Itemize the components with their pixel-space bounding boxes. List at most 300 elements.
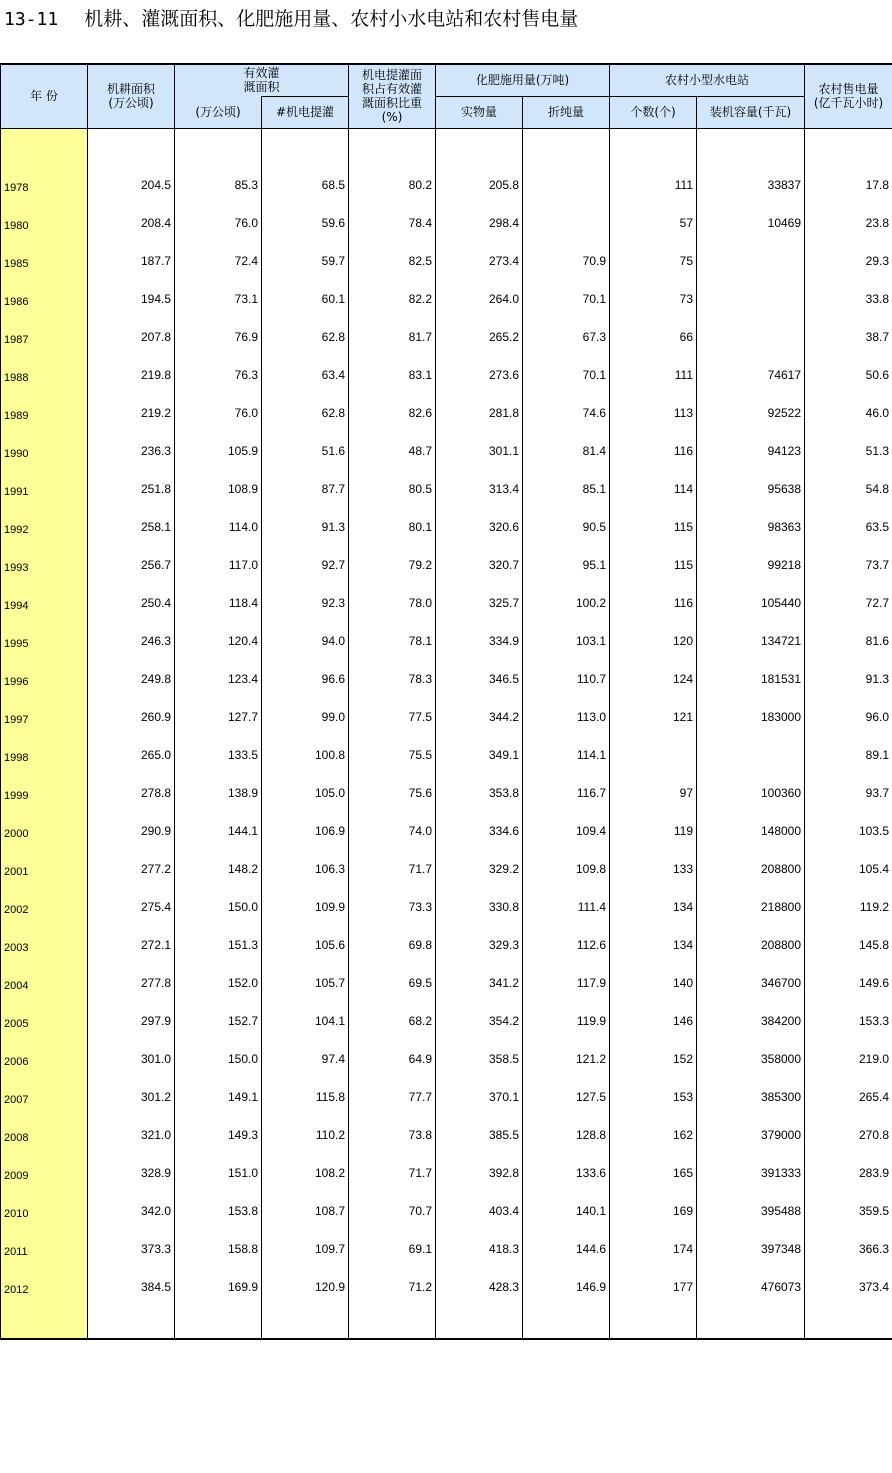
header-fert-pure: 折纯量 <box>523 96 610 128</box>
cell-mech: 219.2 <box>88 394 175 432</box>
cell-fert-pure: 133.6 <box>523 1154 610 1192</box>
cell-fert-actual: 385.5 <box>436 1116 523 1154</box>
cell-mech: 236.3 <box>88 432 175 470</box>
cell-ratio: 71.7 <box>349 1154 436 1192</box>
cell-mech: 249.8 <box>88 660 175 698</box>
cell-mech: 275.4 <box>88 888 175 926</box>
cell-fert-pure: 113.0 <box>523 698 610 736</box>
cell-elec: 51.3 <box>805 432 892 470</box>
cell-fert-pure: 109.4 <box>523 812 610 850</box>
cell-elec: 283.9 <box>805 1154 892 1192</box>
year-cell: 2005 <box>1 1002 88 1040</box>
cell-fert-actual: 329.3 <box>436 926 523 964</box>
cell-hydro-count <box>610 736 697 774</box>
table-row <box>1 1040 892 1078</box>
cell-hydro-count: 75 <box>610 242 697 280</box>
cell-fert-actual: 334.9 <box>436 622 523 660</box>
cell-mech: 207.8 <box>88 318 175 356</box>
cell-mech: 187.7 <box>88 242 175 280</box>
cell-irrig: 151.0 <box>175 1154 262 1192</box>
cell-ratio: 83.1 <box>349 356 436 394</box>
cell-ratio: 80.5 <box>349 470 436 508</box>
cell-fert-actual: 354.2 <box>436 1002 523 1040</box>
cell-fert-pure: 95.1 <box>523 546 610 584</box>
cell-mech: 301.2 <box>88 1078 175 1116</box>
cell-ratio: 71.2 <box>349 1268 436 1306</box>
cell-hydro-capacity: 476073 <box>697 1268 805 1306</box>
cell-fert-actual: 392.8 <box>436 1154 523 1192</box>
cell-mech: 219.8 <box>88 356 175 394</box>
cell-irrig: 76.9 <box>175 318 262 356</box>
cell-irrig: 138.9 <box>175 774 262 812</box>
cell-hydro-count: 133 <box>610 850 697 888</box>
table-row <box>1 204 892 242</box>
cell-irrig-mech: 68.5 <box>262 166 349 204</box>
year-cell: 2003 <box>1 926 88 964</box>
cell-irrig-mech: 97.4 <box>262 1040 349 1078</box>
cell-hydro-capacity: 148000 <box>697 812 805 850</box>
cell-fert-pure <box>523 204 610 242</box>
cell-fert-pure: 110.7 <box>523 660 610 698</box>
cell-fert-pure: 67.3 <box>523 318 610 356</box>
cell-mech: 342.0 <box>88 1192 175 1230</box>
cell-irrig: 133.5 <box>175 736 262 774</box>
cell-fert-actual: 265.2 <box>436 318 523 356</box>
cell-fert-actual: 349.1 <box>436 736 523 774</box>
table-row <box>1 242 892 280</box>
header-year: 年 份 <box>1 64 88 128</box>
cell-hydro-count: 177 <box>610 1268 697 1306</box>
cell-hydro-capacity: 218800 <box>697 888 805 926</box>
cell-fert-actual: 281.8 <box>436 394 523 432</box>
cell-ratio: 75.5 <box>349 736 436 774</box>
cell-mech: 258.1 <box>88 508 175 546</box>
cell-elec: 72.7 <box>805 584 892 622</box>
cell-hydro-count: 111 <box>610 356 697 394</box>
cell-elec: 29.3 <box>805 242 892 280</box>
header-mech-area: 机耕面积 (万公顷) <box>88 64 175 128</box>
cell-hydro-capacity: 99218 <box>697 546 805 584</box>
cell-fert-actual: 298.4 <box>436 204 523 242</box>
cell-mech: 204.5 <box>88 166 175 204</box>
cell-fert-pure: 103.1 <box>523 622 610 660</box>
cell-hydro-capacity: 397348 <box>697 1230 805 1268</box>
year-cell: 2004 <box>1 964 88 1002</box>
header-electricity: 农村售电量 (亿千瓦小时) <box>805 64 892 128</box>
cell-mech: 328.9 <box>88 1154 175 1192</box>
year-cell: 2002 <box>1 888 88 926</box>
table-row <box>1 812 892 850</box>
cell-hydro-capacity: 134721 <box>697 622 805 660</box>
cell-hydro-count: 111 <box>610 166 697 204</box>
cell-hydro-count: 115 <box>610 546 697 584</box>
cell-hydro-capacity: 181531 <box>697 660 805 698</box>
cell-fert-pure: 127.5 <box>523 1078 610 1116</box>
table-row <box>1 1192 892 1230</box>
cell-mech: 384.5 <box>88 1268 175 1306</box>
table-row <box>1 546 892 584</box>
table-row <box>1 926 892 964</box>
cell-irrig: 105.9 <box>175 432 262 470</box>
cell-ratio: 78.3 <box>349 660 436 698</box>
cell-ratio: 78.1 <box>349 622 436 660</box>
cell-irrig: 152.7 <box>175 1002 262 1040</box>
year-cell: 2008 <box>1 1116 88 1154</box>
cell-elec: 38.7 <box>805 318 892 356</box>
year-cell: 2007 <box>1 1078 88 1116</box>
cell-irrig: 127.7 <box>175 698 262 736</box>
cell-hydro-count: 134 <box>610 888 697 926</box>
header-irrigation-unit: (万公顷) <box>175 96 262 128</box>
header-fert-actual: 实物量 <box>436 96 523 128</box>
cell-irrig-mech: 99.0 <box>262 698 349 736</box>
cell-fert-pure: 119.9 <box>523 1002 610 1040</box>
cell-irrig: 148.2 <box>175 850 262 888</box>
table-row <box>1 736 892 774</box>
cell-irrig: 117.0 <box>175 546 262 584</box>
cell-fert-pure: 70.1 <box>523 356 610 394</box>
cell-fert-pure: 144.6 <box>523 1230 610 1268</box>
cell-hydro-capacity: 10469 <box>697 204 805 242</box>
cell-elec: 149.6 <box>805 964 892 1002</box>
cell-fert-actual: 358.5 <box>436 1040 523 1078</box>
table-row <box>1 318 892 356</box>
year-cell: 1991 <box>1 470 88 508</box>
cell-elec: 119.2 <box>805 888 892 926</box>
cell-elec: 89.1 <box>805 736 892 774</box>
cell-elec: 219.0 <box>805 1040 892 1078</box>
cell-hydro-capacity <box>697 736 805 774</box>
cell-hydro-capacity: 94123 <box>697 432 805 470</box>
cell-hydro-count: 116 <box>610 584 697 622</box>
cell-elec: 270.8 <box>805 1116 892 1154</box>
cell-irrig: 76.0 <box>175 394 262 432</box>
table-title: 机耕、灌溉面积、化肥施用量、农村小水电站和农村售电量 <box>84 8 579 30</box>
table-row <box>1 508 892 546</box>
cell-ratio: 82.5 <box>349 242 436 280</box>
cell-irrig-mech: 59.7 <box>262 242 349 280</box>
cell-irrig-mech: 106.3 <box>262 850 349 888</box>
cell-hydro-count: 152 <box>610 1040 697 1078</box>
cell-fert-pure: 109.8 <box>523 850 610 888</box>
cell-hydro-count: 113 <box>610 394 697 432</box>
cell-hydro-count: 162 <box>610 1116 697 1154</box>
cell-irrig-mech: 120.9 <box>262 1268 349 1306</box>
cell-hydro-capacity <box>697 242 805 280</box>
cell-mech: 277.2 <box>88 850 175 888</box>
year-cell: 1994 <box>1 584 88 622</box>
cell-fert-actual: 325.7 <box>436 584 523 622</box>
cell-irrig: 85.3 <box>175 166 262 204</box>
cell-ratio: 77.5 <box>349 698 436 736</box>
cell-fert-pure: 70.1 <box>523 280 610 318</box>
cell-hydro-capacity: 92522 <box>697 394 805 432</box>
header-irrigation: 有效灌 溉面积 <box>175 64 349 96</box>
cell-fert-actual: 205.8 <box>436 166 523 204</box>
cell-hydro-count: 120 <box>610 622 697 660</box>
cell-hydro-count: 146 <box>610 1002 697 1040</box>
cell-hydro-count: 169 <box>610 1192 697 1230</box>
year-cell: 1987 <box>1 318 88 356</box>
cell-elec: 93.7 <box>805 774 892 812</box>
table-row <box>1 356 892 394</box>
cell-mech: 250.4 <box>88 584 175 622</box>
header-hydro: 农村小型水电站 <box>610 64 805 96</box>
table-row <box>1 1230 892 1268</box>
cell-hydro-count: 174 <box>610 1230 697 1268</box>
page-title <box>4 6 884 33</box>
table-row <box>1 470 892 508</box>
cell-mech: 208.4 <box>88 204 175 242</box>
table-number: 13-11 <box>4 9 59 30</box>
cell-elec: 103.5 <box>805 812 892 850</box>
cell-hydro-count: 116 <box>610 432 697 470</box>
table-row <box>1 432 892 470</box>
cell-mech: 256.7 <box>88 546 175 584</box>
cell-mech: 246.3 <box>88 622 175 660</box>
year-cell: 1989 <box>1 394 88 432</box>
cell-mech: 272.1 <box>88 926 175 964</box>
cell-hydro-capacity: 74617 <box>697 356 805 394</box>
cell-fert-actual: 264.0 <box>436 280 523 318</box>
year-cell: 2001 <box>1 850 88 888</box>
cell-hydro-capacity: 183000 <box>697 698 805 736</box>
cell-hydro-capacity: 95638 <box>697 470 805 508</box>
table-row <box>1 660 892 698</box>
cell-fert-pure: 117.9 <box>523 964 610 1002</box>
cell-mech: 277.8 <box>88 964 175 1002</box>
cell-irrig-mech: 115.8 <box>262 1078 349 1116</box>
year-cell: 1985 <box>1 242 88 280</box>
cell-elec: 81.6 <box>805 622 892 660</box>
cell-ratio: 79.2 <box>349 546 436 584</box>
table-header <box>1 64 892 128</box>
cell-irrig-mech: 59.6 <box>262 204 349 242</box>
year-cell: 1998 <box>1 736 88 774</box>
cell-fert-pure: 100.2 <box>523 584 610 622</box>
cell-ratio: 73.8 <box>349 1116 436 1154</box>
cell-fert-pure: 81.4 <box>523 432 610 470</box>
cell-hydro-capacity: 385300 <box>697 1078 805 1116</box>
cell-elec: 359.5 <box>805 1192 892 1230</box>
cell-hydro-count: 153 <box>610 1078 697 1116</box>
table-row <box>1 774 892 812</box>
table-row <box>1 280 892 318</box>
year-cell: 1988 <box>1 356 88 394</box>
cell-mech: 251.8 <box>88 470 175 508</box>
cell-fert-pure: 121.2 <box>523 1040 610 1078</box>
cell-irrig-mech: 104.1 <box>262 1002 349 1040</box>
cell-irrig-mech: 106.9 <box>262 812 349 850</box>
cell-elec: 17.8 <box>805 166 892 204</box>
cell-hydro-count: 114 <box>610 470 697 508</box>
cell-ratio: 71.7 <box>349 850 436 888</box>
cell-irrig-mech: 105.0 <box>262 774 349 812</box>
year-cell: 1986 <box>1 280 88 318</box>
cell-fert-pure: 114.1 <box>523 736 610 774</box>
table-body <box>1 128 892 1339</box>
year-cell: 2006 <box>1 1040 88 1078</box>
cell-irrig-mech: 62.8 <box>262 394 349 432</box>
cell-irrig-mech: 63.4 <box>262 356 349 394</box>
header-fertilizer: 化肥施用量(万吨) <box>436 64 610 96</box>
cell-ratio: 69.8 <box>349 926 436 964</box>
cell-elec: 91.3 <box>805 660 892 698</box>
cell-mech: 297.9 <box>88 1002 175 1040</box>
cell-irrig-mech: 109.7 <box>262 1230 349 1268</box>
cell-mech: 290.9 <box>88 812 175 850</box>
cell-hydro-count: 119 <box>610 812 697 850</box>
cell-irrig: 149.1 <box>175 1078 262 1116</box>
cell-fert-actual: 353.8 <box>436 774 523 812</box>
cell-fert-actual: 273.6 <box>436 356 523 394</box>
cell-fert-pure: 140.1 <box>523 1192 610 1230</box>
table-row <box>1 698 892 736</box>
cell-elec: 373.4 <box>805 1268 892 1306</box>
cell-elec: 73.7 <box>805 546 892 584</box>
cell-irrig-mech: 92.3 <box>262 584 349 622</box>
year-cell: 1996 <box>1 660 88 698</box>
cell-elec: 265.4 <box>805 1078 892 1116</box>
cell-fert-actual: 370.1 <box>436 1078 523 1116</box>
cell-irrig: 120.4 <box>175 622 262 660</box>
cell-fert-pure: 128.8 <box>523 1116 610 1154</box>
cell-ratio: 48.7 <box>349 432 436 470</box>
cell-fert-actual: 346.5 <box>436 660 523 698</box>
table-row <box>1 1268 892 1306</box>
cell-irrig-mech: 105.7 <box>262 964 349 1002</box>
cell-ratio: 82.6 <box>349 394 436 432</box>
table-row <box>1 964 892 1002</box>
table-row <box>1 1002 892 1040</box>
cell-mech: 301.0 <box>88 1040 175 1078</box>
cell-elec: 46.0 <box>805 394 892 432</box>
cell-fert-actual: 428.3 <box>436 1268 523 1306</box>
cell-irrig: 118.4 <box>175 584 262 622</box>
cell-irrig: 123.4 <box>175 660 262 698</box>
cell-hydro-capacity <box>697 318 805 356</box>
table-row <box>1 850 892 888</box>
cell-irrig-mech: 108.7 <box>262 1192 349 1230</box>
cell-irrig: 108.9 <box>175 470 262 508</box>
table-row <box>1 166 892 204</box>
cell-fert-pure: 146.9 <box>523 1268 610 1306</box>
cell-irrig-mech: 108.2 <box>262 1154 349 1192</box>
cell-irrig-mech: 110.2 <box>262 1116 349 1154</box>
cell-hydro-capacity: 346700 <box>697 964 805 1002</box>
cell-hydro-capacity: 208800 <box>697 926 805 964</box>
cell-fert-pure: 111.4 <box>523 888 610 926</box>
cell-irrig-mech: 96.6 <box>262 660 349 698</box>
cell-fert-actual: 334.6 <box>436 812 523 850</box>
cell-ratio: 77.7 <box>349 1078 436 1116</box>
cell-hydro-capacity: 395488 <box>697 1192 805 1230</box>
year-cell: 1980 <box>1 204 88 242</box>
cell-ratio: 82.2 <box>349 280 436 318</box>
cell-irrig: 151.3 <box>175 926 262 964</box>
cell-hydro-count: 165 <box>610 1154 697 1192</box>
header-hydro-capacity: 装机容量(千瓦) <box>697 96 805 128</box>
cell-hydro-capacity: 98363 <box>697 508 805 546</box>
table-row <box>1 1154 892 1192</box>
cell-mech: 265.0 <box>88 736 175 774</box>
year-cell: 1990 <box>1 432 88 470</box>
cell-fert-pure: 112.6 <box>523 926 610 964</box>
cell-irrig-mech: 91.3 <box>262 508 349 546</box>
cell-mech: 260.9 <box>88 698 175 736</box>
cell-hydro-capacity: 208800 <box>697 850 805 888</box>
cell-hydro-count: 140 <box>610 964 697 1002</box>
cell-elec: 54.8 <box>805 470 892 508</box>
cell-elec: 366.3 <box>805 1230 892 1268</box>
cell-irrig: 73.1 <box>175 280 262 318</box>
cell-fert-actual: 273.4 <box>436 242 523 280</box>
cell-hydro-capacity <box>697 280 805 318</box>
cell-elec: 50.6 <box>805 356 892 394</box>
cell-irrig-mech: 92.7 <box>262 546 349 584</box>
cell-fert-actual: 344.2 <box>436 698 523 736</box>
year-cell: 2000 <box>1 812 88 850</box>
year-cell: 1997 <box>1 698 88 736</box>
cell-fert-pure: 116.7 <box>523 774 610 812</box>
header-hydro-count: 个数(个) <box>610 96 697 128</box>
cell-ratio: 80.1 <box>349 508 436 546</box>
cell-hydro-count: 57 <box>610 204 697 242</box>
cell-fert-actual: 403.4 <box>436 1192 523 1230</box>
cell-fert-pure: 74.6 <box>523 394 610 432</box>
cell-ratio: 75.6 <box>349 774 436 812</box>
cell-irrig: 72.4 <box>175 242 262 280</box>
cell-hydro-count: 73 <box>610 280 697 318</box>
table-row <box>1 888 892 926</box>
cell-hydro-capacity: 379000 <box>697 1116 805 1154</box>
cell-elec: 63.5 <box>805 508 892 546</box>
cell-hydro-count: 121 <box>610 698 697 736</box>
cell-hydro-capacity: 391333 <box>697 1154 805 1192</box>
cell-hydro-count: 66 <box>610 318 697 356</box>
cell-fert-actual: 301.1 <box>436 432 523 470</box>
cell-ratio: 68.2 <box>349 1002 436 1040</box>
cell-ratio: 69.5 <box>349 964 436 1002</box>
year-cell: 1992 <box>1 508 88 546</box>
cell-irrig: 76.0 <box>175 204 262 242</box>
cell-elec: 153.3 <box>805 1002 892 1040</box>
cell-fert-actual: 341.2 <box>436 964 523 1002</box>
cell-irrig-mech: 109.9 <box>262 888 349 926</box>
year-cell: 2010 <box>1 1192 88 1230</box>
cell-irrig: 150.0 <box>175 888 262 926</box>
cell-hydro-capacity: 33837 <box>697 166 805 204</box>
cell-fert-pure: 90.5 <box>523 508 610 546</box>
cell-ratio: 74.0 <box>349 812 436 850</box>
cell-irrig: 76.3 <box>175 356 262 394</box>
cell-ratio: 73.3 <box>349 888 436 926</box>
cell-irrig: 144.1 <box>175 812 262 850</box>
cell-hydro-capacity: 384200 <box>697 1002 805 1040</box>
table-row <box>1 1078 892 1116</box>
year-cell: 1999 <box>1 774 88 812</box>
cell-elec: 23.8 <box>805 204 892 242</box>
year-cell: 2012 <box>1 1268 88 1306</box>
cell-fert-actual: 320.6 <box>436 508 523 546</box>
year-cell: 1995 <box>1 622 88 660</box>
header-irrigation-mech: #机电提灌 <box>262 96 349 128</box>
cell-ratio: 70.7 <box>349 1192 436 1230</box>
cell-irrig: 153.8 <box>175 1192 262 1230</box>
cell-ratio: 78.0 <box>349 584 436 622</box>
cell-mech: 194.5 <box>88 280 175 318</box>
cell-hydro-count: 124 <box>610 660 697 698</box>
